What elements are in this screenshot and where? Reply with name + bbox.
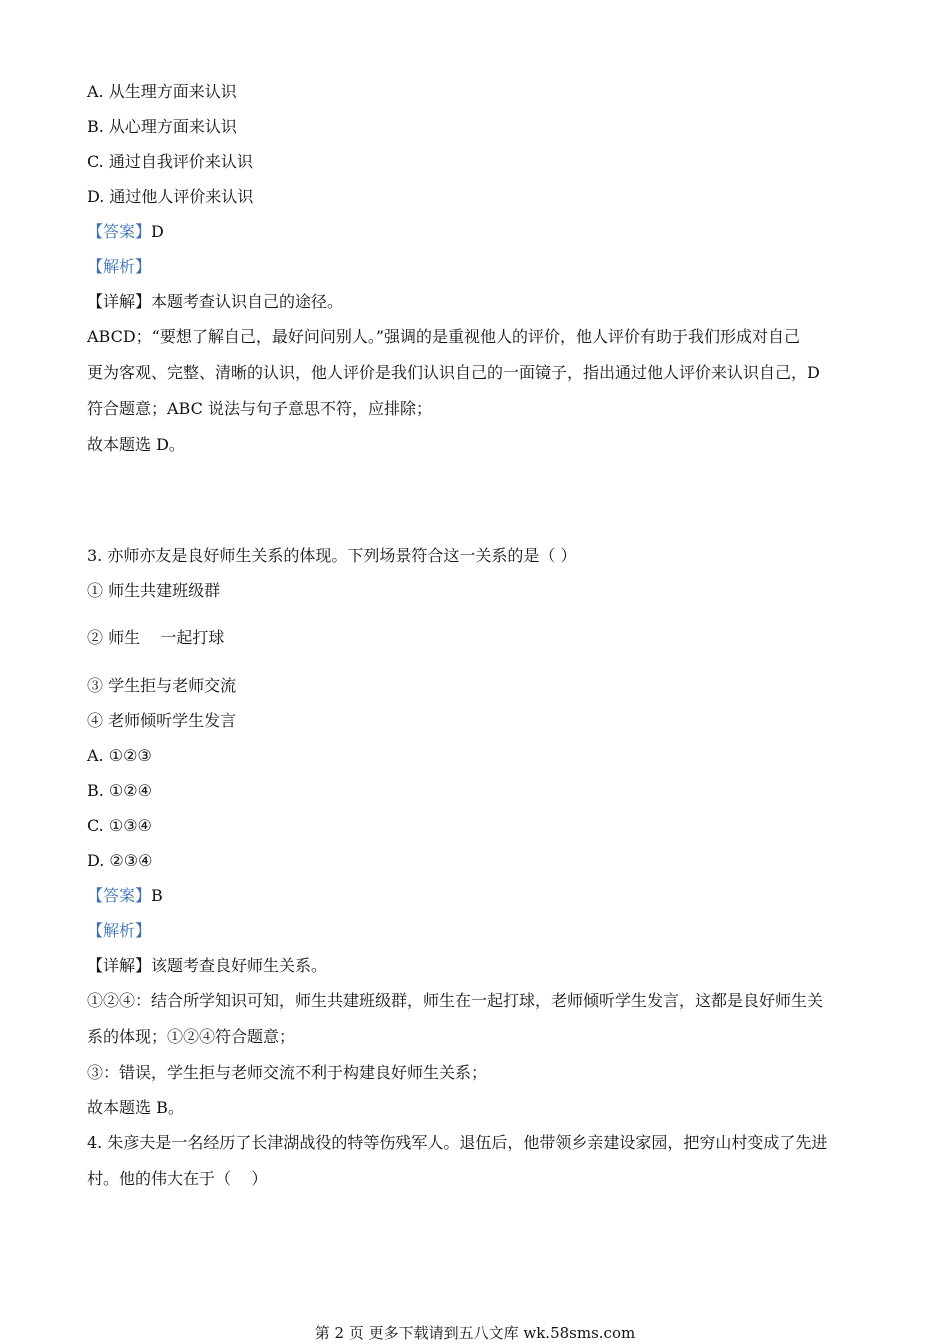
q3-option-d: D. ②③④ (87, 851, 153, 870)
q3-statement-3: ③ 学生拒与老师交流 (87, 676, 237, 695)
q3-statement-4: ④ 老师倾听学生发言 (87, 711, 237, 730)
q3-analysis-tag: 【解析】 (87, 921, 152, 940)
q2-option-a: A. 从生理方面来认识 (87, 82, 237, 101)
q3-answer-value: B (151, 886, 163, 905)
q4-stem-line-2: 村。他的伟大在于（ ） (87, 1169, 268, 1188)
q3-option-c: C. ①③④ (87, 816, 152, 835)
q2-option-b: B. 从心理方面来认识 (87, 117, 237, 136)
q3-option-a: A. ①②③ (87, 746, 152, 765)
q3-explanation-line-2: 系的体现；①②④符合题意； (87, 1027, 296, 1046)
q2-detail: 【详解】本题考查认识自己的途径。 (87, 292, 344, 311)
q2-explanation-line-2: 更为客观、完整、清晰的认识，他人评价是我们认识自己的一面镜子，指出通过他人评价来认识自己，D (87, 363, 820, 382)
q3-statement-2: ② 师生 一起打球 (87, 628, 225, 647)
page-footer: 第 2 页 更多下载请到五八文库 wk.58sms.com (314, 1324, 636, 1342)
q2-answer (87, 222, 164, 242)
q3-detail: 【详解】该题考查良好师生关系。 (87, 956, 328, 975)
q2-option-d: D. 通过他人评价来认识 (87, 187, 254, 206)
q4-stem-line-1: 4. 朱彦夫是一名经历了长津湖战役的特等伤残军人。退伍后，他带领乡亲建设家园，把穷山村变成了先进 (87, 1133, 828, 1152)
q3-answer-tag: 【答案】 (87, 886, 152, 905)
q2-answer-value: D (151, 222, 164, 241)
q2-answer-tag: 【答案】 (87, 222, 152, 241)
q2-analysis-tag: 【解析】 (87, 257, 152, 276)
q3-explanation-line-3: ③：错误，学生拒与老师交流不利于构建良好师生关系； (87, 1063, 488, 1082)
q2-explanation-line-1: ABCD；“要想了解自己，最好问问别人。”强调的是重视他人的评价，他人评价有助于我们形成对自己 (87, 327, 801, 346)
q3-conclusion: 故本题选 B。 (87, 1098, 184, 1117)
q3-option-b: B. ①②④ (87, 781, 152, 800)
q2-conclusion: 故本题选 D。 (87, 435, 185, 454)
q3-answer (87, 886, 163, 906)
q2-option-c: C. 通过自我评价来认识 (87, 152, 253, 171)
q3-explanation-line-1: ①②④：结合所学知识可知，师生共建班级群，师生在一起打球，老师倾听学生发言，这都是良好师生关 (87, 991, 824, 1010)
q3-stem: 3. 亦师亦友是良好师生关系的体现。下列场景符合这一关系的是（ ） (87, 546, 577, 565)
q2-explanation-line-3: 符合题意；ABC 说法与句子意思不符，应排除； (87, 399, 432, 418)
q3-statement-1: ① 师生共建班级群 (87, 581, 221, 600)
